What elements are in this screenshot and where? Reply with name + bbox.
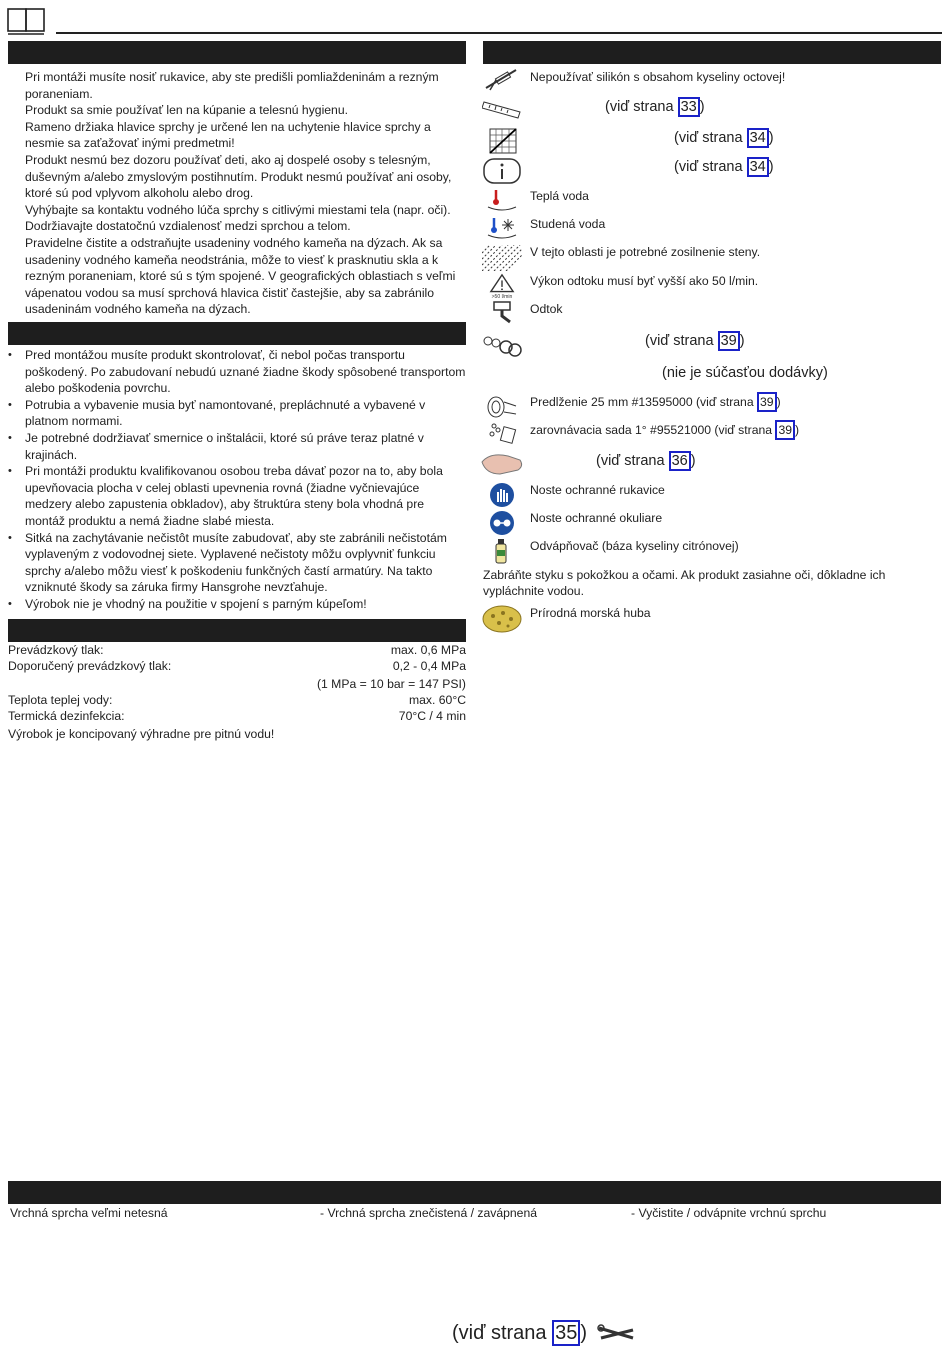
page-ref-link[interactable]: 34 — [747, 157, 769, 177]
page-ref-link[interactable]: 33 — [678, 97, 700, 117]
goggles-text: Noste ochranné okuliare — [530, 511, 663, 525]
install-list — [8, 347, 466, 613]
page-ref-line: (viď strana 34 ) — [674, 130, 774, 146]
page-ref-link[interactable]: 35 — [552, 1320, 580, 1346]
alignment-set-icon — [482, 420, 522, 446]
cold-water-icon — [482, 215, 522, 241]
list-item: • Pred montážou musíte produkt skontrolovať, či nebol počas transportu poškodený. Po zabudovaní nebudú uznané žiadne škody spôsobené transportom alebo poškodenia povrchu. — [8, 348, 466, 396]
tech-row: Doporučený prevádzkový tlak: 0,2 - 0,4 MPa — [8, 659, 466, 673]
list-item: • Pri montáži produktu kvalifikovanou osobou treba dávať pozor na to, aby bola upevňovacia plocha v celej oblasti upevnenia rovná (žiadne vyčnievajúce medzery alebo zapustenia obkladov), aby štruktúra steny bola vhodná pre montáž produktu a nemá žiadne slabé miesta. — [8, 464, 443, 528]
hand-cleaning-icon — [480, 450, 524, 480]
tech-header-bar — [8, 619, 466, 642]
alignment-set-line: zarovnávacia sada 1° #95521000 (viď strana 39 ) — [530, 420, 799, 440]
problem-text: Vrchná sprcha veľmi netesná — [10, 1206, 168, 1220]
ruler-icon — [482, 96, 522, 122]
cause-text: - Vrchná sprcha znečistená / zavápnená — [320, 1206, 538, 1220]
safety-line: Produkt nesmú bez dozoru používať deti, ako aj dospelé osoby s telesným, duševným a/alebo zmyslovým postihnutím. Produkt nesmú používať ani osoby, ktoré sú pod vplyvom alkoholu alebo drog. — [25, 152, 452, 201]
tech-note: Výrobok je koncipovaný výhradne pre pitnú vodu! — [8, 727, 275, 741]
cold-water-text: Studená voda — [530, 217, 606, 231]
tech-row: Prevádzkový tlak: max. 0,6 MPa — [8, 643, 466, 657]
page-ref-line: (viď strana 34 ) — [674, 159, 774, 175]
tech-row: (1 MPa = 10 bar = 147 PSI) — [316, 677, 466, 691]
safety-line: Pri montáži musíte nosiť rukavice, aby ste predišli pomliaždeninám a rezným poraneniam. — [25, 70, 439, 101]
wall-reinforcement-icon — [482, 245, 522, 271]
symbols-header-bar — [483, 41, 941, 64]
page-ref-link[interactable]: 39 — [718, 331, 740, 351]
gloves-icon — [482, 482, 522, 508]
extension-icon — [482, 394, 522, 420]
troubleshooting-header-bar — [8, 1181, 941, 1204]
page-ref-link[interactable]: 36 — [669, 451, 691, 471]
parts-icon — [482, 333, 522, 359]
safety-line: Vyhýbajte sa kontaktu vodného lúča sprchy s citlivými miestami tela (napr. oči). Dodržiavajte dostatočnú vzdialenosť medzi sprchou a telom. — [25, 202, 451, 234]
drain-text: Odtok — [530, 302, 563, 316]
tech-row: Teplota teplej vody: max. 60°C — [8, 693, 466, 707]
sponge-icon — [481, 604, 523, 634]
extension-line: Predlženie 25 mm #13595000 (viď strana 39 ) — [530, 392, 781, 412]
not-included-text: (nie je súčasťou dodávky) — [662, 365, 828, 381]
dimension-grid-icon — [482, 128, 522, 154]
safety-line: Pravidelne čistite a odstraňujte usadeniny vodného kameňa na dýzach. Ak sa usadeniny vodného kameňa neodstránia, môže to viesť k prasknutiu skla a k rezným poraneniam, ktoré sú s tým spojené. V geografických oblastiach s veľmi vápenatou vodou sa musí sprchová hlavica čistiť častejšie, aby sa zabránilo usadeninám vodného kameňa na dýzach. — [25, 235, 456, 317]
page-ref-line: (viď strana 33 ) — [605, 99, 705, 115]
top-rule — [56, 32, 942, 34]
gloves-text: Noste ochranné rukavice — [530, 483, 665, 497]
sponge-text: Prírodná morská huba — [530, 606, 651, 620]
list-item: • Sitká na zachytávanie nečistôt musíte zabudovať, aby ste zabránili nečistotám vyplaveným z vodovodnej siete. Vyplavené nečistoty môžu ovplyvniť funkciu sprchy a/alebo môžu viesť k poškodeniu funkčných častí armatúry. Na takto vzniknuté škody sa záruka firmy Hansgrohe nevzťahuje. — [8, 530, 447, 595]
footer-page-ref: (viď strana 35 ) — [452, 1322, 588, 1344]
info-icon — [482, 158, 522, 184]
silicone-text: Nepoužívať silikón s obsahom kyseliny octovej! — [530, 70, 786, 84]
goggles-icon — [482, 510, 522, 536]
tech-row: Termická dezinfekcia: 70°C / 4 min — [8, 709, 466, 723]
safety-warning-text: Zabráňte styku s pokožkou a očami. Ak produkt zasiahne oči, dôkladne ich vypláchnite vodou. — [483, 568, 886, 598]
list-item: • Je potrebné dodržiavať smernice o inštalácii, ktoré sú práve teraz platné v krajinách. — [8, 430, 424, 462]
list-item: • Výrobok nie je vhodný na použitie v spojení s parným kúpeľom! — [8, 596, 367, 611]
page-ref-line: (viď strana 39 ) — [645, 333, 745, 349]
remedy-text: - Vyčistite / odvápnite vrchnú sprchu — [631, 1206, 827, 1220]
silicone-gun-icon — [482, 66, 522, 92]
page-ref-link[interactable]: 39 — [775, 420, 795, 440]
drain-icon — [482, 300, 522, 326]
safety-line: Rameno držiaka hlavice sprchy je určené len na uchytenie hlavice sprchy a nesmie sa zaťažovať inými predmetmi! — [25, 119, 431, 151]
wall-text: V tejto oblasti je potrebné zosilnenie steny. — [530, 245, 761, 259]
drain-capacity-label: >50 l/min — [491, 294, 513, 299]
list-item: • Potrubia a vybavenie musia byť namontované, prepláchnuté a vybavené v platnom normami. — [8, 397, 426, 429]
safety-text — [25, 69, 465, 318]
hot-water-text: Teplá voda — [530, 189, 589, 203]
tools-icon — [597, 1322, 637, 1346]
descaler-text: Odvápňovač (báza kyseliny citrónovej) — [530, 539, 739, 553]
manual-book-icon — [7, 8, 47, 36]
page-ref-link[interactable]: 39 — [757, 392, 777, 412]
page-ref-link[interactable]: 34 — [747, 128, 769, 148]
safety-line: Produkt sa smie používať len na kúpanie a telesnú hygienu. — [25, 103, 349, 118]
install-header-bar — [8, 322, 466, 345]
drain-performance-text: Výkon odtoku musí byť vyšší ako 50 l/min. — [530, 274, 759, 288]
page-ref-line: (viď strana 36 ) — [596, 453, 696, 469]
drain-capacity-icon — [482, 273, 522, 299]
descaler-bottle-icon — [482, 538, 522, 564]
safety-header-bar — [8, 41, 466, 64]
hot-water-icon — [482, 187, 522, 213]
